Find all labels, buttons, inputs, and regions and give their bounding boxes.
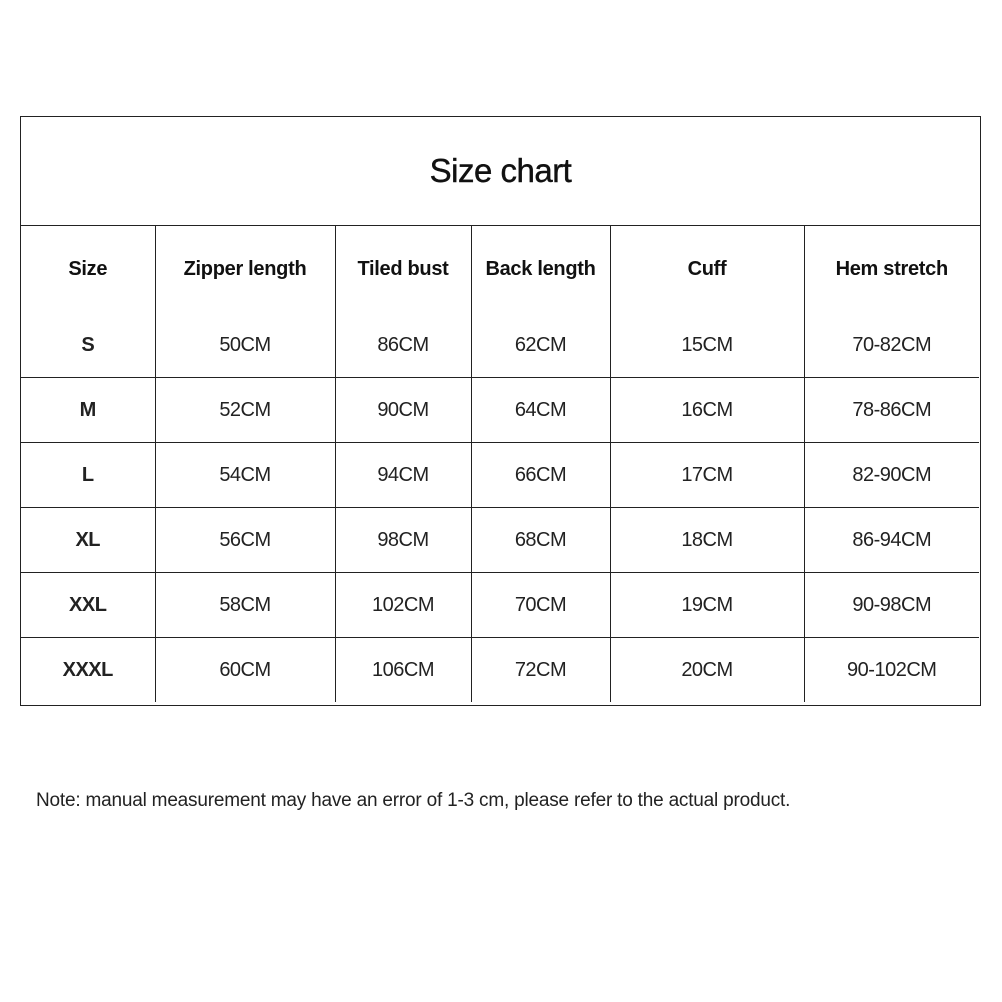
table-row: [21, 508, 979, 573]
column-header-hem-stretch: Hem stretch: [835, 258, 948, 280]
column-header-zipper-length: Zipper length: [155, 226, 335, 313]
back-length-cell: 64CM: [471, 378, 610, 443]
table-row: [21, 573, 979, 638]
table-row: [21, 313, 979, 378]
cuff-cell: 20CM: [610, 638, 804, 703]
zipper-length-cell: 54CM: [155, 443, 335, 508]
measurement-note: Note: manual measurement may have an error of 1-3 cm, please refer to the actual product.: [36, 790, 791, 811]
zipper-length-cell: 58CM: [155, 573, 335, 638]
table-row: [21, 443, 979, 508]
column-header-tiled-bust: Tiled bust: [335, 226, 471, 313]
header-row: [21, 226, 979, 313]
zipper-length-cell: 56CM: [155, 508, 335, 573]
size-cell: L: [21, 443, 155, 508]
size-cell: XXL: [21, 573, 155, 638]
zipper-length-cell: 60CM: [155, 638, 335, 703]
back-length-cell: 72CM: [471, 638, 610, 703]
back-length-cell: 62CM: [471, 313, 610, 378]
size-cell: XL: [21, 508, 155, 573]
tiled-bust-cell: 90CM: [335, 378, 471, 443]
back-length-cell: 66CM: [471, 443, 610, 508]
hem-stretch-cell: 70-82CM: [804, 313, 979, 378]
column-header-cuff: Cuff: [610, 226, 804, 313]
table-row: [21, 378, 979, 443]
hem-stretch-cell: 90-102CM: [847, 658, 937, 681]
cuff-cell: 17CM: [610, 443, 804, 508]
hem-stretch-cell: 86-94CM: [804, 508, 979, 573]
hem-stretch-cell: 78-86CM: [804, 378, 979, 443]
column-header-back-length: Back length: [471, 226, 610, 313]
tiled-bust-cell: 102CM: [335, 573, 471, 638]
tiled-bust-cell: 94CM: [335, 443, 471, 508]
cuff-cell: 16CM: [610, 378, 804, 443]
size-cell: XXXL: [21, 638, 155, 703]
cuff-cell: 19CM: [610, 573, 804, 638]
cuff-cell: 18CM: [610, 508, 804, 573]
back-length-cell: 70CM: [471, 573, 610, 638]
size-cell: S: [21, 313, 155, 378]
hem-stretch-cell: 90-98CM: [804, 573, 979, 638]
tiled-bust-cell: 98CM: [335, 508, 471, 573]
table-row: [21, 638, 979, 703]
zipper-length-cell: 52CM: [155, 378, 335, 443]
size-table: [21, 226, 979, 702]
tiled-bust-cell: 86CM: [335, 313, 471, 378]
hem-stretch-cell: 82-90CM: [804, 443, 979, 508]
column-header-size: Size: [21, 226, 155, 313]
tiled-bust-cell: 106CM: [335, 638, 471, 703]
size-chart: [20, 116, 981, 706]
chart-title: Size chart: [21, 117, 980, 226]
back-length-cell: 68CM: [471, 508, 610, 573]
size-cell: M: [21, 378, 155, 443]
cuff-cell: 15CM: [610, 313, 804, 378]
zipper-length-cell: 50CM: [155, 313, 335, 378]
